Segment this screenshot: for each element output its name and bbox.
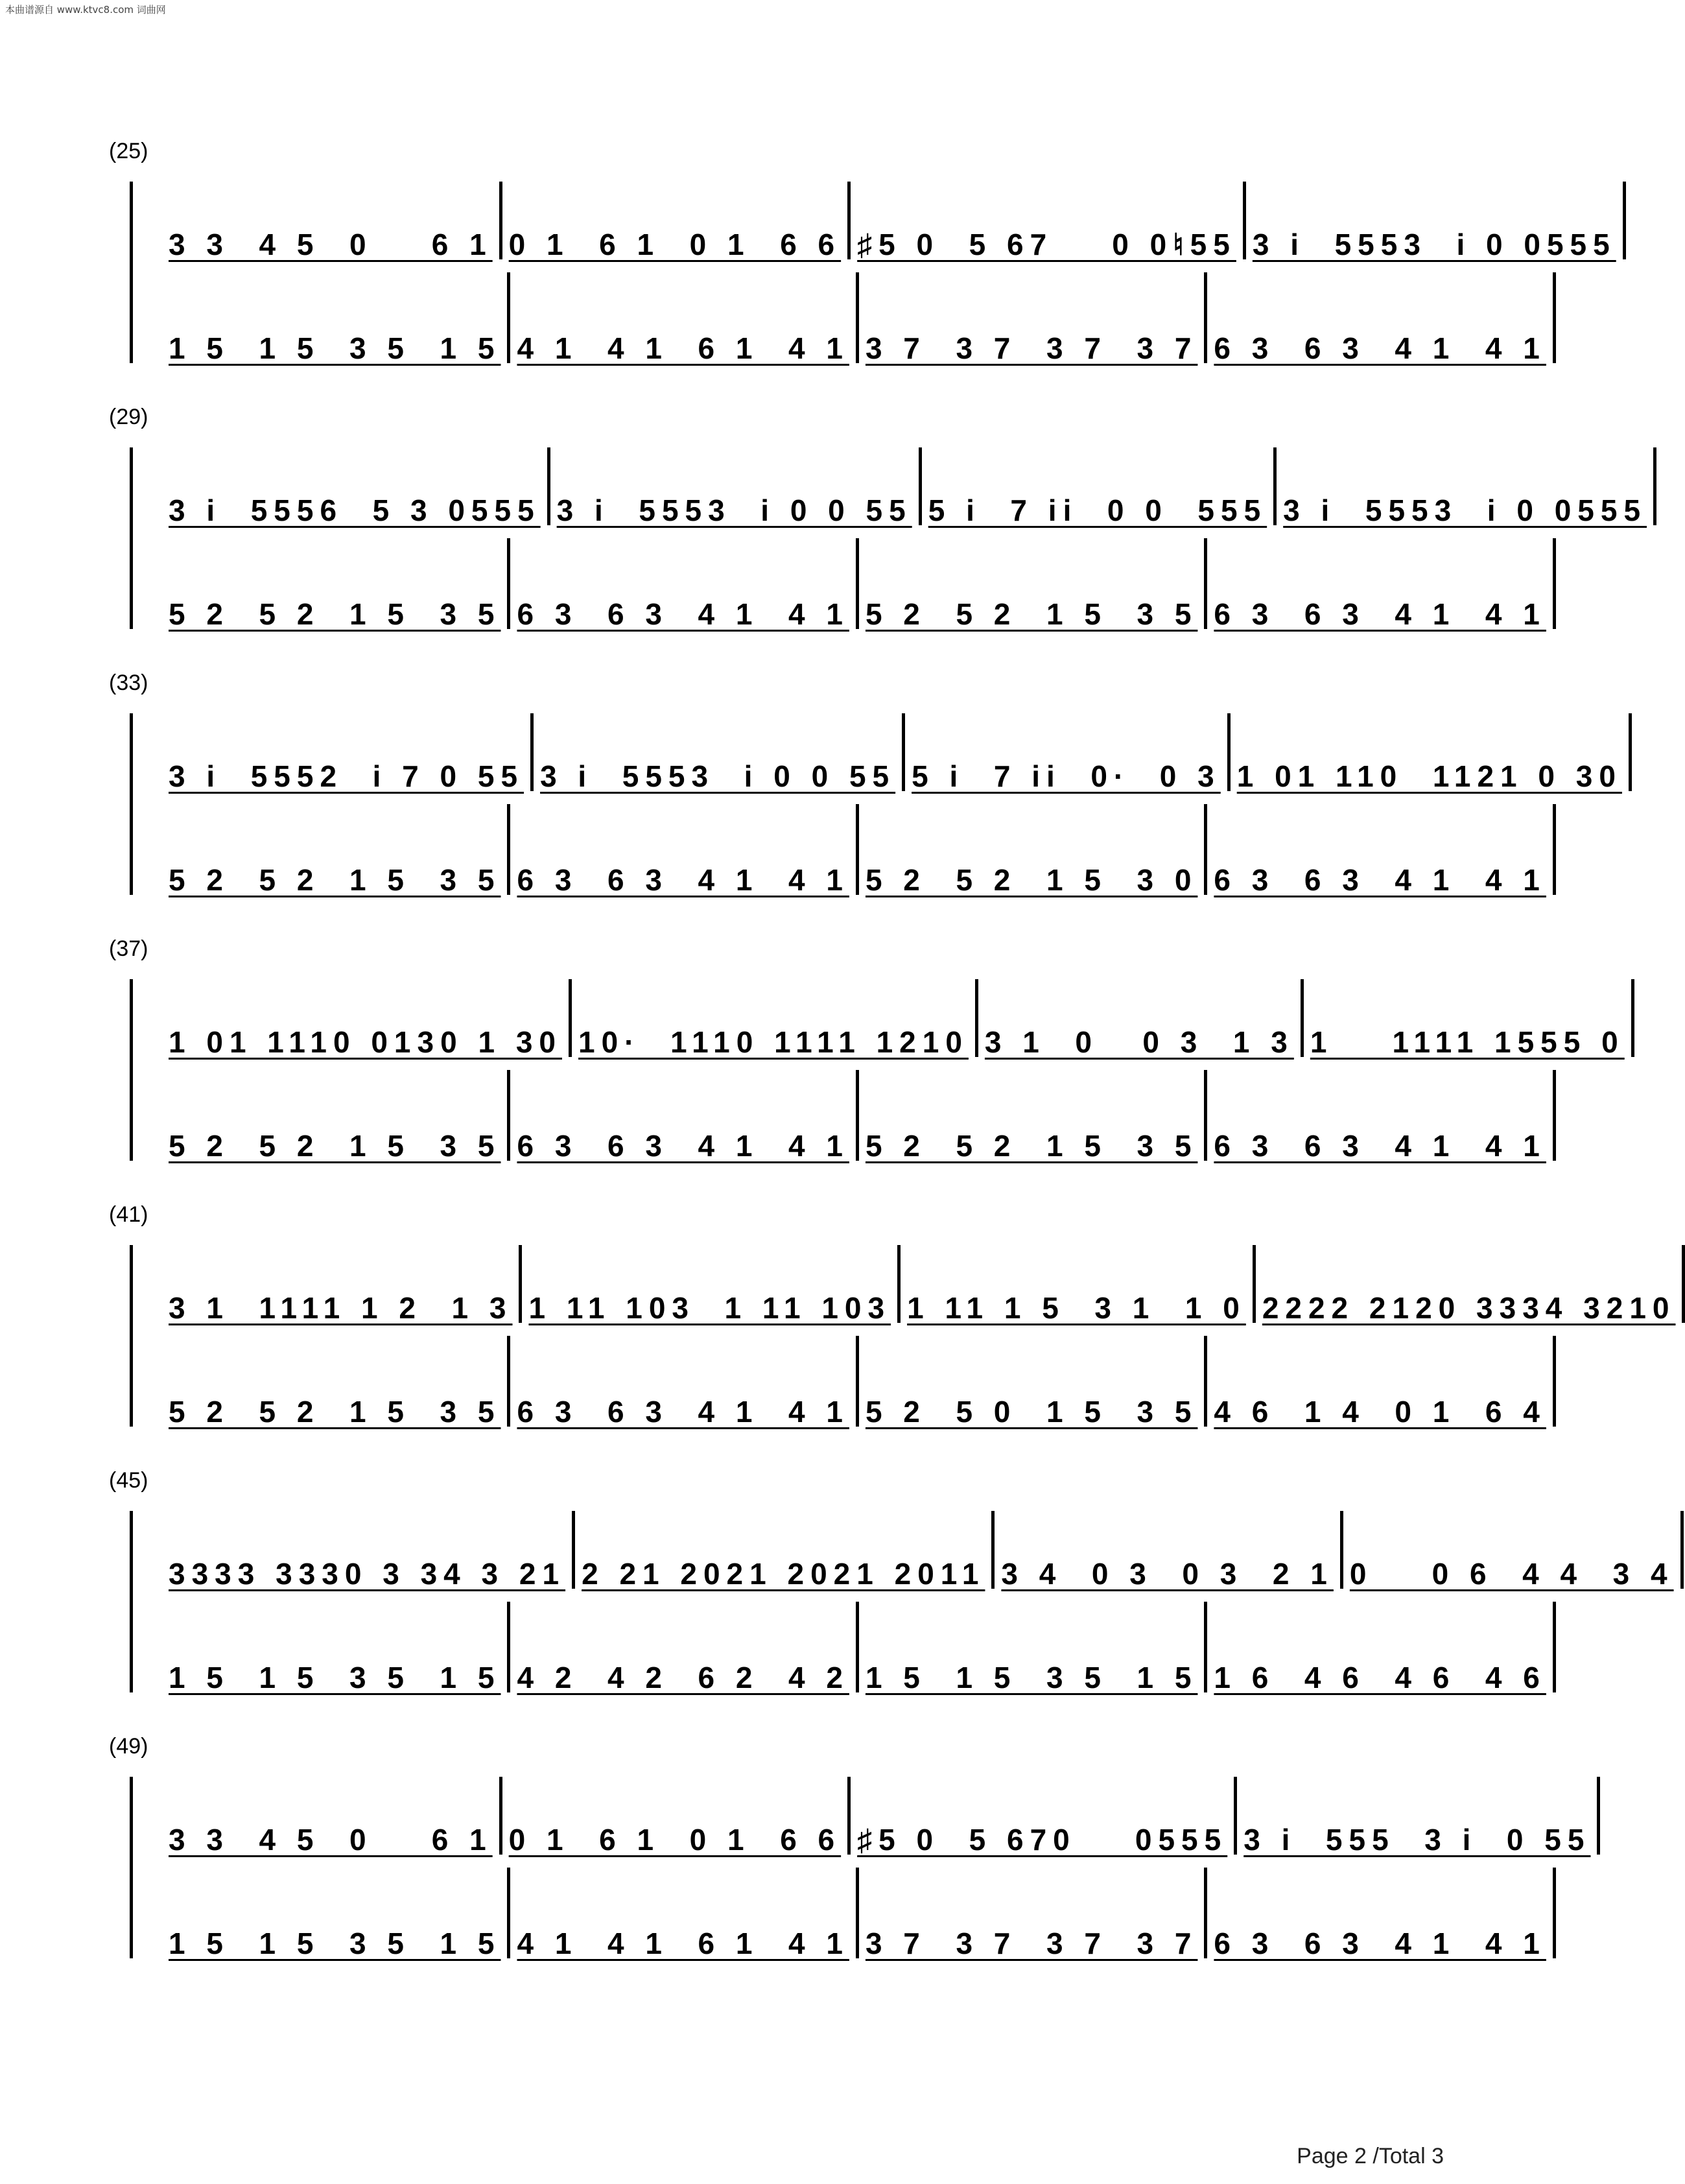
lower-staff — [162, 272, 1546, 365]
measure — [859, 1070, 1207, 1161]
measure — [859, 538, 1207, 629]
measure — [510, 272, 858, 363]
source-watermark: 本曲谱源自 www.ktvc8.com 词曲网 — [5, 4, 166, 16]
lower-staff — [162, 1070, 1546, 1163]
lower-staff — [162, 1868, 1546, 1960]
measure — [510, 1336, 858, 1427]
measure — [1207, 1070, 1555, 1161]
measure — [859, 1602, 1207, 1692]
measure — [162, 272, 510, 363]
measure-notes: 5 2 5 0 1 5 3 5 — [865, 1395, 1198, 1429]
score-system — [0, 1193, 1676, 1440]
measure-notes: 1 6 4 6 4 6 4 6 — [1214, 1661, 1546, 1694]
measure-notes: 10· 1110 1111 1210 — [578, 1025, 969, 1059]
measure-notes: 3 i 5552 i 7 0 55 — [169, 759, 524, 793]
measure-number: (41) — [109, 1202, 148, 1227]
measure-notes: 5 2 5 2 1 5 3 5 — [865, 1129, 1198, 1163]
measure — [502, 182, 851, 259]
score-system — [0, 130, 1616, 376]
measure-notes: 5 i 7 ii 0 0 555 — [928, 493, 1267, 527]
measure — [1237, 1777, 1600, 1855]
measure-notes: 5 2 5 2 1 5 3 5 — [169, 1129, 501, 1163]
score-system — [0, 1725, 1591, 1971]
measure — [859, 1868, 1207, 1958]
system-start-bar — [130, 713, 133, 895]
measure-notes: 4 2 4 2 6 2 4 2 — [517, 1661, 849, 1694]
measure — [1207, 1336, 1555, 1427]
upper-staff — [162, 1777, 1591, 1857]
measure — [859, 272, 1207, 363]
measure-notes: 6 3 6 3 4 1 4 1 — [1214, 863, 1546, 897]
measure — [162, 182, 502, 259]
measure — [162, 447, 550, 525]
measure-notes: 1 5 1 5 3 5 1 5 — [169, 331, 501, 365]
measure — [995, 1511, 1343, 1589]
system-start-bar — [130, 1245, 133, 1427]
measure-notes: 5 2 5 2 1 5 3 5 — [169, 1395, 501, 1429]
measure — [978, 979, 1304, 1057]
measure — [162, 1511, 575, 1589]
measure — [162, 1602, 510, 1692]
measure-notes: 3 i 5553 i 0 0 55 — [556, 493, 912, 527]
measure — [522, 1245, 901, 1323]
measure-notes: 3 i 5553 i 0 0 55 — [540, 759, 896, 793]
score-system — [0, 1459, 1674, 1705]
measure — [859, 804, 1207, 895]
measure-notes: 3 i 5553 i 0 0555 — [1283, 493, 1647, 527]
measure-notes: 4 6 1 4 0 1 6 4 — [1214, 1395, 1546, 1429]
page-number: Page 2 /Total 3 — [1297, 2144, 1444, 2168]
measure — [1207, 1602, 1555, 1692]
system-start-bar — [130, 182, 133, 363]
measure-notes: 3 4 0 3 0 3 2 1 — [1001, 1557, 1334, 1591]
measure — [502, 1777, 851, 1855]
measure-notes: 6 3 6 3 4 1 4 1 — [1214, 597, 1546, 631]
measure — [510, 1602, 858, 1692]
measure-notes: 3 i 5556 5 3 0555 — [169, 493, 541, 527]
measure-notes: 5 i 7 ii 0· 0 3 — [912, 759, 1221, 793]
measure — [1246, 182, 1626, 259]
measure-notes: 3 7 3 7 3 7 3 7 — [865, 1927, 1198, 1960]
measure-notes: 0 1 6 1 0 1 6 6 — [508, 1823, 842, 1857]
measure-notes: 1 01 110 1121 0 30 — [1236, 759, 1622, 793]
measure-notes: 6 3 6 3 4 1 4 1 — [517, 597, 849, 631]
measure — [1277, 447, 1656, 525]
measure-notes: 1 5 1 5 3 5 1 5 — [169, 1927, 501, 1960]
measure-notes: 3 1 1111 1 2 1 3 — [169, 1291, 513, 1325]
measure-notes: 3 7 3 7 3 7 3 7 — [865, 331, 1198, 365]
measure — [1304, 979, 1634, 1057]
measure — [510, 1070, 858, 1161]
measure-notes: 6 3 6 3 4 1 4 1 — [1214, 1129, 1546, 1163]
measure-number: (45) — [109, 1468, 148, 1493]
measure-number: (33) — [109, 671, 148, 695]
measure-notes: 6 3 6 3 4 1 4 1 — [517, 1129, 849, 1163]
measure-notes: 0 1 6 1 0 1 6 6 — [508, 228, 842, 261]
upper-staff — [162, 182, 1616, 261]
measure-number: (25) — [109, 139, 148, 163]
measure-notes: 3 i 555 3 i 0 55 — [1243, 1823, 1591, 1857]
measure — [162, 1070, 510, 1161]
measure-number: (37) — [109, 936, 148, 961]
measure-notes: 6 3 6 3 4 1 4 1 — [1214, 331, 1546, 365]
upper-staff — [162, 979, 1625, 1059]
measure — [162, 1336, 510, 1427]
measure — [1231, 713, 1632, 791]
system-start-bar — [130, 979, 133, 1161]
measure — [922, 447, 1277, 525]
measure-notes: ♯5 0 5 670 0555 — [857, 1823, 1228, 1857]
measure — [162, 1868, 510, 1958]
upper-staff — [162, 1511, 1674, 1591]
measure — [851, 1777, 1237, 1855]
measure-notes: 3 1 0 0 3 1 3 — [984, 1025, 1294, 1059]
measure-notes: 0 0 6 4 4 3 4 — [1349, 1557, 1674, 1591]
measure-notes: 1 5 1 5 3 5 1 5 — [169, 1661, 501, 1694]
measure-notes: 1 11 103 1 11 103 — [528, 1291, 891, 1325]
measure-notes: 3 3 4 5 0 6 1 — [169, 228, 493, 261]
measure-notes: 5 2 5 2 1 5 3 5 — [169, 863, 501, 897]
measure — [575, 1511, 995, 1589]
measure-notes: 1 11 1 5 3 1 1 0 — [907, 1291, 1246, 1325]
score-system — [0, 927, 1625, 1174]
measure-notes: 3333 3330 3 34 3 21 — [169, 1557, 566, 1591]
measure — [162, 804, 510, 895]
measure — [534, 713, 905, 791]
system-start-bar — [130, 447, 133, 629]
measure-notes: 1 1111 1555 0 — [1310, 1025, 1625, 1059]
measure-number: (49) — [109, 1734, 148, 1759]
measure — [162, 713, 534, 791]
measure-notes: 6 3 6 3 4 1 4 1 — [517, 863, 849, 897]
measure — [1207, 538, 1555, 629]
measure — [550, 447, 922, 525]
measure — [1207, 804, 1555, 895]
measure-notes: 6 3 6 3 4 1 4 1 — [1214, 1927, 1546, 1960]
measure-notes: 5 2 5 2 1 5 3 5 — [865, 597, 1198, 631]
measure-notes: 4 1 4 1 6 1 4 1 — [517, 1927, 849, 1960]
system-start-bar — [130, 1511, 133, 1692]
measure-number: (29) — [109, 405, 148, 429]
measure — [1343, 1511, 1684, 1589]
measure — [510, 804, 858, 895]
measure — [510, 1868, 858, 1958]
measure — [510, 538, 858, 629]
measure-notes: 5 2 5 2 1 5 3 5 — [169, 597, 501, 631]
lower-staff — [162, 538, 1546, 631]
score-system — [0, 396, 1647, 642]
measure — [901, 1245, 1256, 1323]
measure — [905, 713, 1231, 791]
measure — [162, 1777, 502, 1855]
measure — [162, 538, 510, 629]
measure-notes: 4 1 4 1 6 1 4 1 — [517, 331, 849, 365]
lower-staff — [162, 1602, 1546, 1694]
measure-notes: 6 3 6 3 4 1 4 1 — [517, 1395, 849, 1429]
measure-notes: 2 21 2021 2021 2011 — [582, 1557, 985, 1591]
measure-notes: ♯5 0 5 67 0 0♮55 — [857, 228, 1236, 261]
measure — [859, 1336, 1207, 1427]
measure-notes: 2222 2120 3334 3210 — [1262, 1291, 1676, 1325]
measure — [162, 979, 572, 1057]
measure — [1256, 1245, 1685, 1323]
upper-staff — [162, 1245, 1676, 1325]
measure-notes: 3 i 5553 i 0 0555 — [1252, 228, 1616, 261]
system-start-bar — [130, 1777, 133, 1958]
measure — [851, 182, 1246, 259]
upper-staff — [162, 447, 1647, 527]
measure-notes: 3 3 4 5 0 6 1 — [169, 1823, 493, 1857]
measure-notes: 1 5 1 5 3 5 1 5 — [865, 1661, 1198, 1694]
score-system — [0, 661, 1622, 908]
measure — [1207, 1868, 1555, 1958]
measure-notes: 1 01 1110 0130 1 30 — [169, 1025, 562, 1059]
measure — [162, 1245, 522, 1323]
lower-staff — [162, 804, 1546, 897]
upper-staff — [162, 713, 1622, 793]
measure — [1207, 272, 1555, 363]
measure-notes: 5 2 5 2 1 5 3 0 — [865, 863, 1198, 897]
lower-staff — [162, 1336, 1546, 1429]
measure — [572, 979, 978, 1057]
